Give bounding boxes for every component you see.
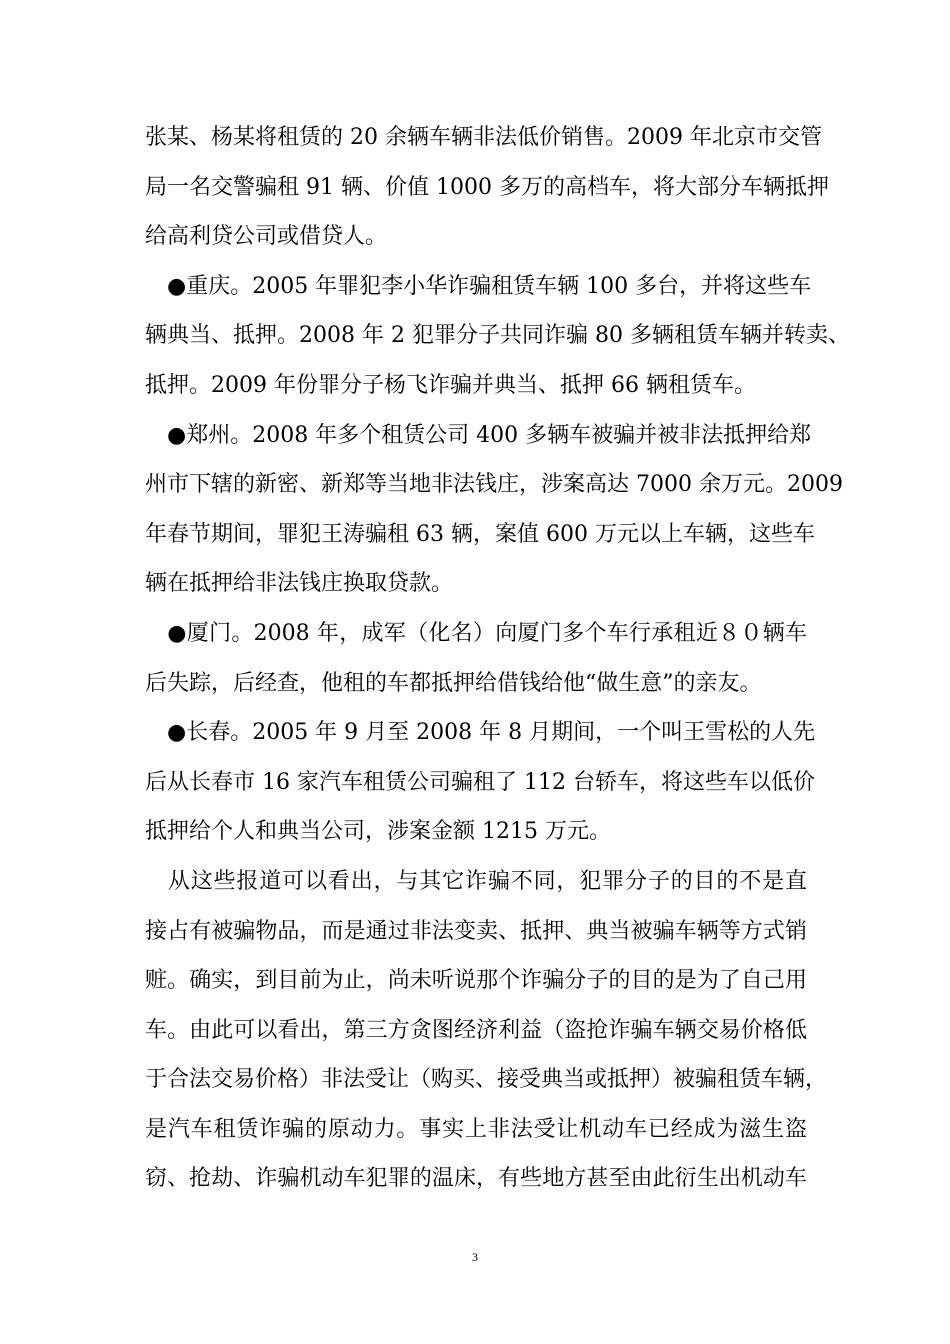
text-line: ●郑州。2008 年多个租赁公司 400 多辆车被骗并被非法抵押给郑 [145,422,812,448]
text-line: 局一名交警骗租 91 辆、价值 1000 多万的高档车，将大部分车辆抵押 [145,174,829,200]
text-line: 于合法交易价格）非法受让（购买、接受典当或抵押）被骗租赁车辆， [145,1067,828,1093]
text-line: 张某、杨某将租赁的 20 余辆车辆非法低价销售。2009 年北京市交管 [145,125,822,150]
text-line: 后从长春市 16 家汽车租赁公司骗租了 112 台轿车，将这些车以低价 [145,769,815,795]
text-line: 抵押给个人和典当公司，涉案金额 1215 万元。 [145,819,611,845]
text-line: 车。由此可以看出，第三方贪图经济利益（盗抢诈骗车辆交易价格低 [145,1017,807,1043]
text-line: 从这些报道可以看出，与其它诈骗不同，犯罪分子的目的不是直 [145,868,807,894]
text-line: 抵押。2009 年份罪分子杨飞诈骗并典当、抵押 66 辆租赁车。 [145,372,756,398]
text-line: 州市下辖的新密、新郑等当地非法钱庄，涉案高达 7000 余万元。2009 [145,472,843,498]
text-line: 辆在抵押给非法钱庄换取贷款。 [145,571,454,597]
text-line: 年春节期间，罪犯王涛骗租 63 辆，案值 600 万元以上车辆，这些车 [145,521,815,547]
text-line: 接占有被骗物品，而是通过非法变卖、抵押、典当被骗车辆等方式销 [145,918,807,944]
text-line: 辆典当、抵押。2008 年 2 犯罪分子共同诈骗 80 多辆租赁车辆并转卖、 [145,323,850,349]
text-line: 后失踪，后经查，他租的车都抵押给借钱给他“做生意”的亲友。 [145,670,762,696]
text-line: 赃。确实，到目前为止，尚未听说那个诈骗分子的目的是为了自己用 [145,968,807,994]
text-line: ●厦门。2008 年，成军（化名）向厦门多个车行承租近８０辆车 [145,620,807,646]
text-line: ●重庆。2005 年罪犯李小华诈骗租赁车辆 100 多台，并将这些车 [145,273,812,299]
body-text [145,113,850,1204]
text-line: 给高利贷公司或借贷人。 [145,224,388,250]
text-line: 窃、抢劫、诈骗机动车犯罪的温床，有些地方甚至由此衍生出机动车 [145,1166,807,1192]
page-number: 3 [472,1250,478,1264]
text-line: 是汽车租赁诈骗的原动力。事实上非法受让机动车已经成为滋生盗 [145,1116,807,1142]
text-line: ●长春。2005 年 9 月至 2008 年 8 月期间，一个叫王雪松的人先 [145,720,816,746]
